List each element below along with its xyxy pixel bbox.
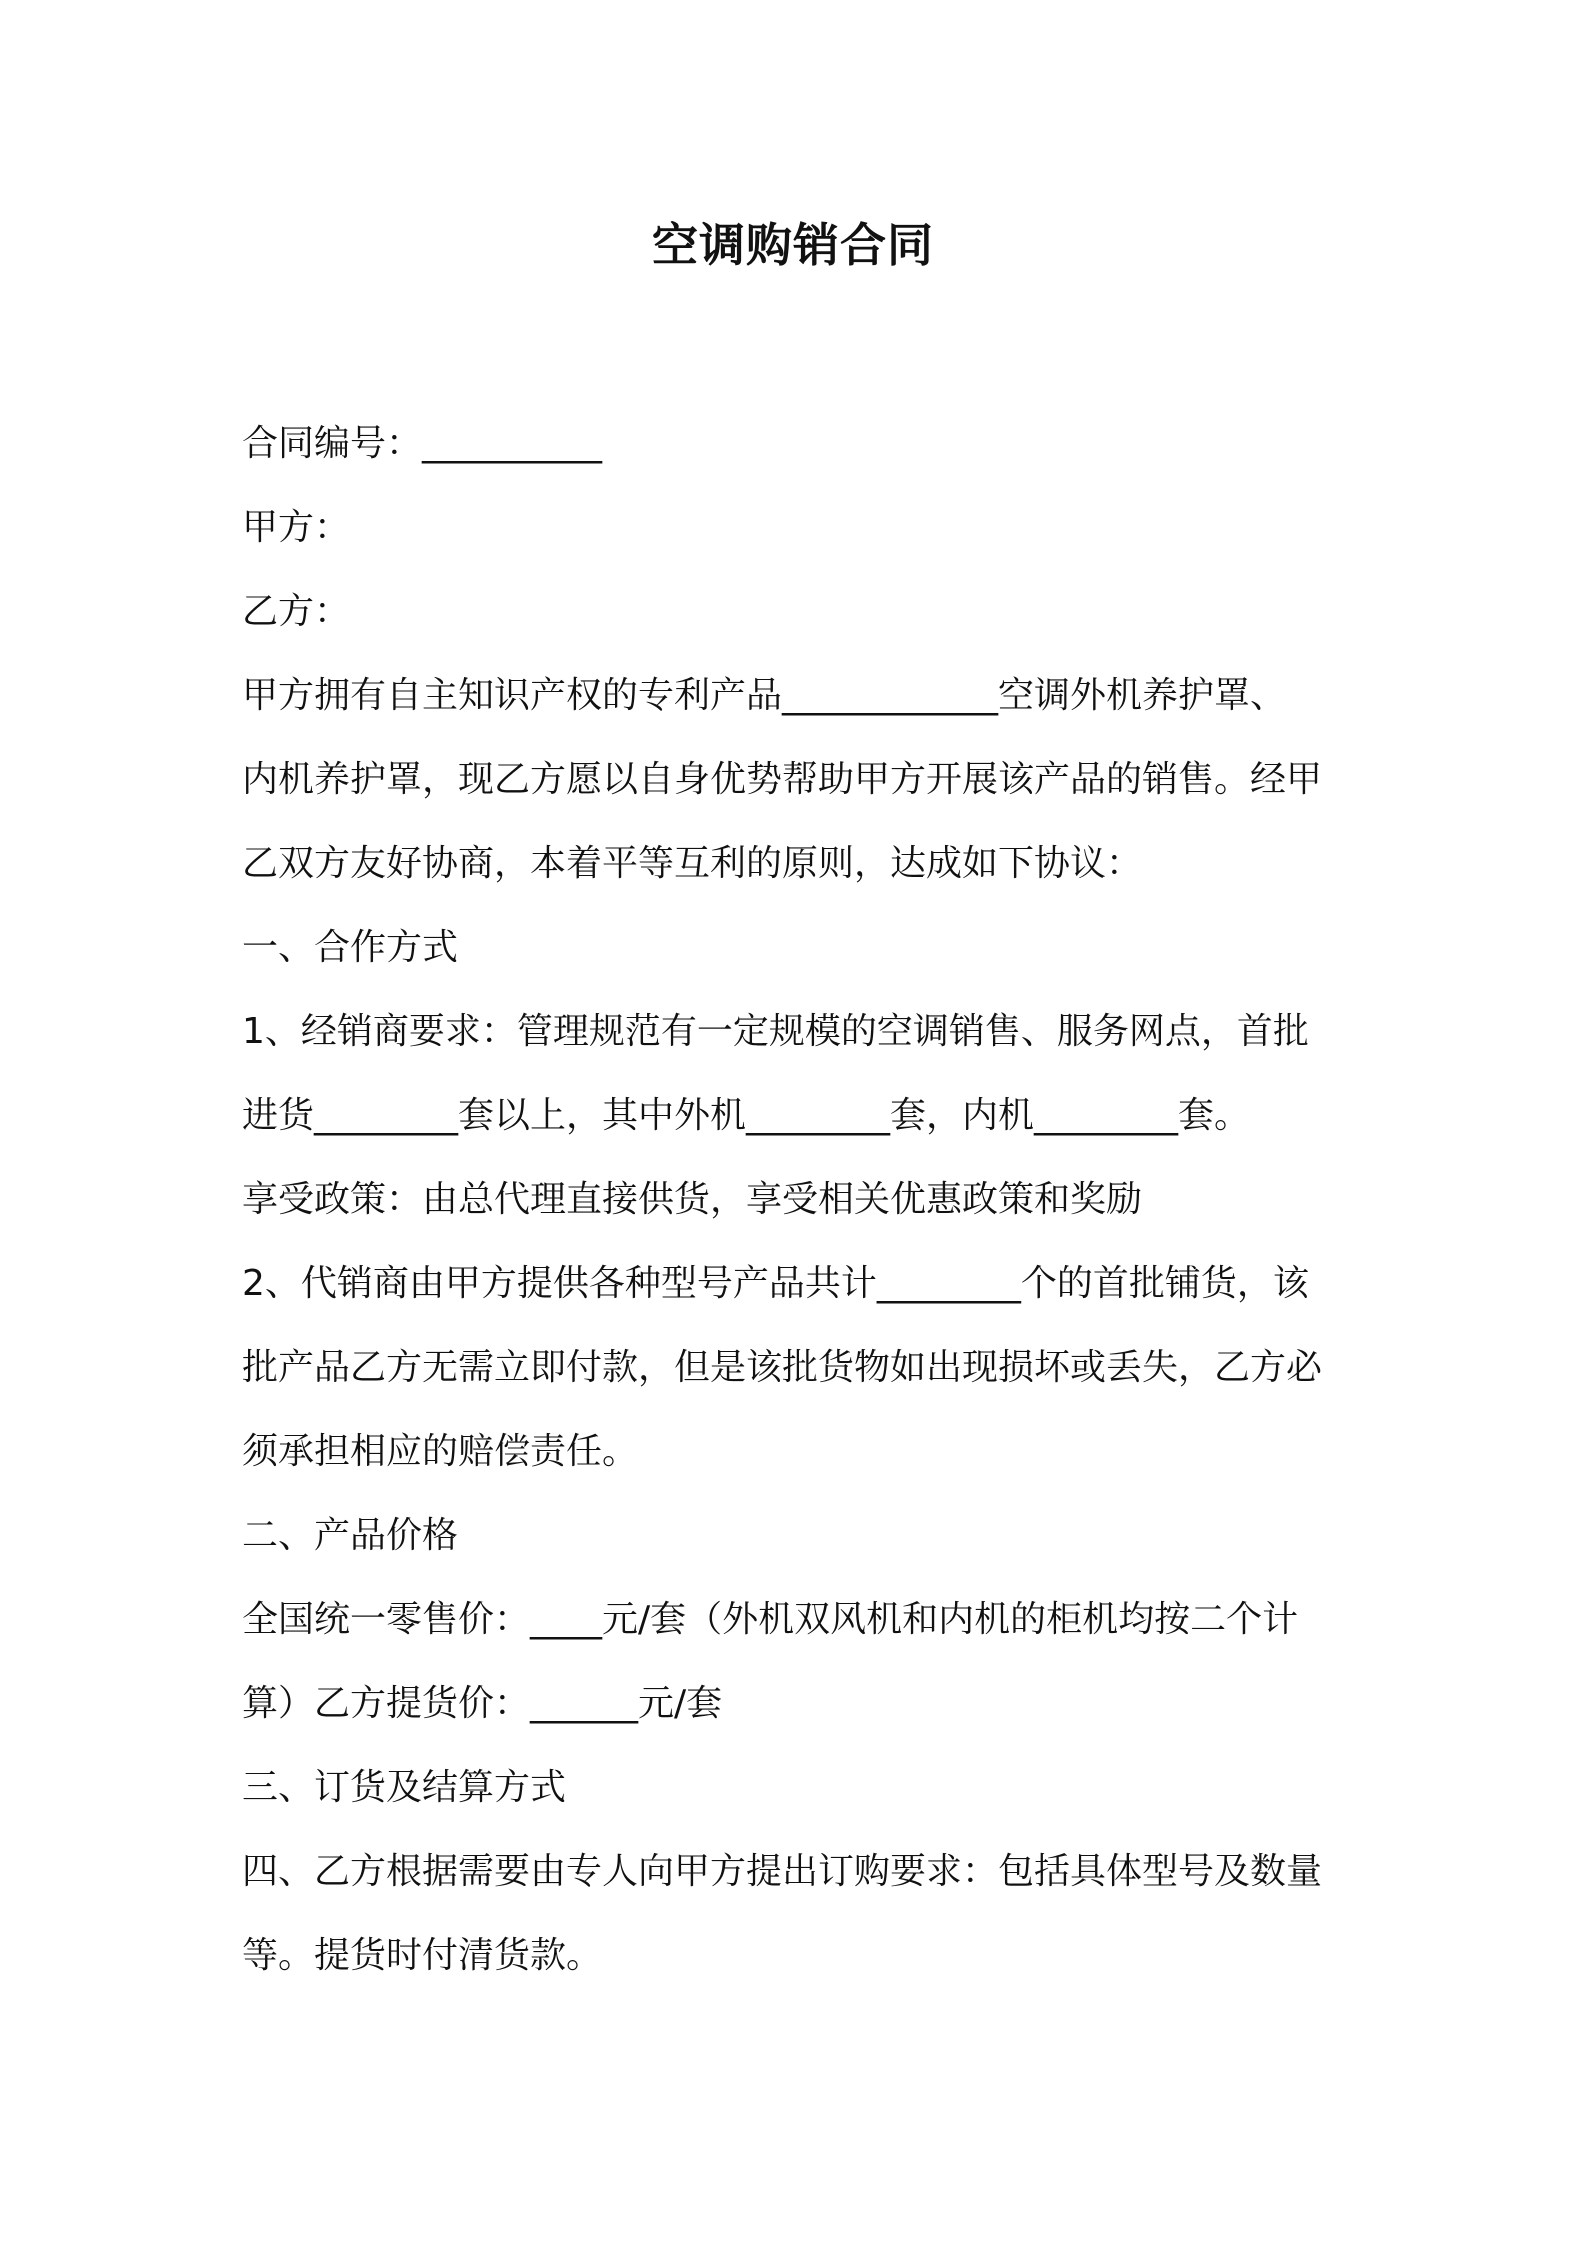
- paragraph-line: 全国统一零售价：____元/套（外机双风机和内机的柜机均按二个计: [242, 1599, 1299, 1640]
- paragraph-line: 等。提货时付清货款。: [242, 1935, 603, 1976]
- paragraph-line: 1、经销商要求：管理规范有一定规模的空调销售、服务网点，首批: [242, 1011, 1309, 1052]
- paragraph-line: 乙双方友好协商，本着平等互利的原则，达成如下协议：: [242, 843, 1143, 884]
- party-a-line: 甲方：: [242, 507, 351, 548]
- party-b-line: 乙方：: [242, 591, 351, 632]
- paragraph-line: 甲方拥有自主知识产权的专利产品____________空调外机养护罩、: [242, 675, 1287, 716]
- section-heading: 一、合作方式: [242, 927, 459, 968]
- paragraph-line: 2、代销商由甲方提供各种型号产品共计________个的首批铺货，该: [242, 1263, 1309, 1304]
- paragraph-line: 享受政策：由总代理直接供货，享受相关优惠政策和奖励: [242, 1179, 1143, 1220]
- section-heading: 三、订货及结算方式: [242, 1767, 567, 1808]
- contract-body: [242, 402, 1354, 1998]
- section-heading: 二、产品价格: [242, 1515, 459, 1556]
- paragraph-line: 内机养护罩，现乙方愿以自身优势帮助甲方开展该产品的销售。经甲: [242, 759, 1323, 800]
- paragraph-line: 算）乙方提货价：______元/套: [242, 1683, 723, 1724]
- paragraph-line: 四、乙方根据需要由专人向甲方提出订购要求：包括具体型号及数量: [242, 1851, 1323, 1892]
- document-title: 空调购销合同: [652, 218, 934, 272]
- paragraph-line: 须承担相应的赔偿责任。: [242, 1431, 639, 1472]
- paragraph-line: 进货________套以上，其中外机________套，内机________套。: [242, 1095, 1251, 1136]
- contract-number-line: 合同编号：__________: [242, 423, 603, 464]
- paragraph-line: 批产品乙方无需立即付款，但是该批货物如出现损坏或丢失，乙方必: [242, 1347, 1323, 1388]
